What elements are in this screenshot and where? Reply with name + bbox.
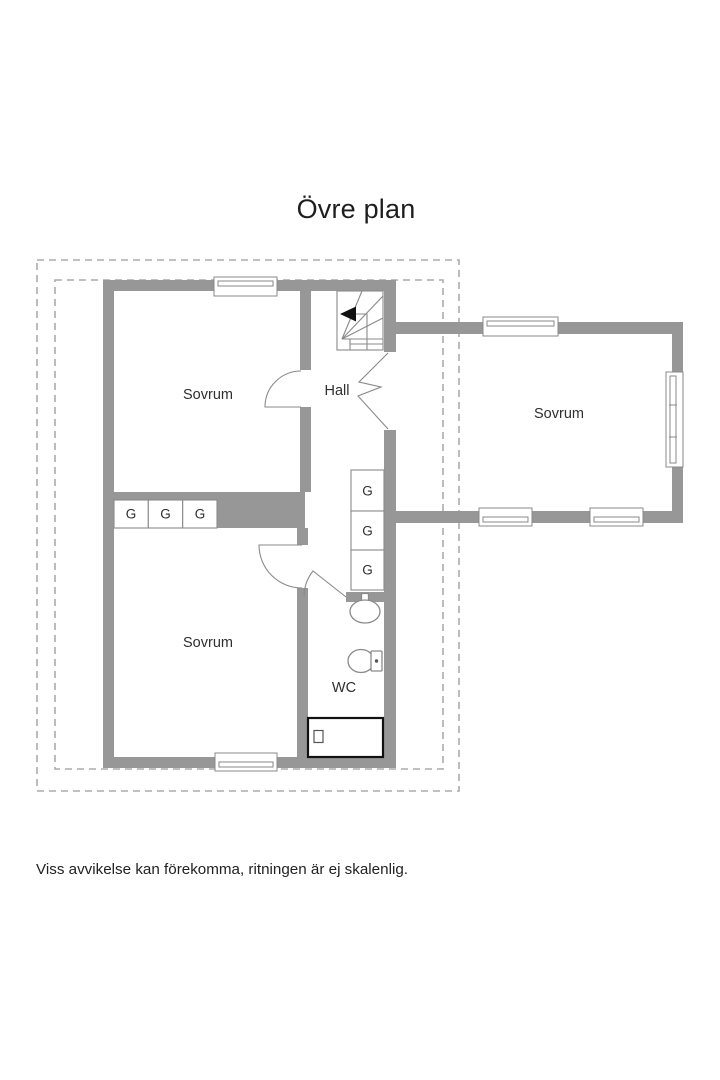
opening-zigzag — [358, 353, 388, 429]
window-top-left — [214, 277, 277, 296]
wardrobe-label: G — [125, 506, 137, 522]
shower — [308, 718, 383, 757]
staircase — [337, 291, 383, 350]
window-right-wall — [666, 372, 683, 467]
door-sovrum-bottom-left — [259, 545, 302, 588]
door-sovrum-top-left — [265, 371, 301, 407]
room-label-hall: Hall — [324, 383, 350, 399]
door-wc — [304, 571, 346, 597]
window-top-middle — [483, 317, 558, 336]
wardrobe-label: G — [160, 506, 171, 522]
wardrobe-label: G — [362, 483, 373, 499]
room-label-sovrum-bottom-left: Sovrum — [183, 635, 233, 651]
room-label-sovrum-right: Sovrum — [534, 406, 584, 422]
room-label-wc: WC — [331, 680, 357, 696]
window-bottom-right-1 — [479, 508, 532, 526]
wardrobe-label: G — [194, 506, 206, 522]
wardrobe-label: G — [362, 523, 373, 539]
toilet — [348, 650, 382, 673]
page-title: Övre plan — [296, 194, 416, 224]
window-bottom-right-2 — [590, 508, 643, 526]
window-bottom-left — [215, 753, 277, 771]
disclaimer-text: Viss avvikelse kan förekomma, ritningen är ej skalenlig. — [36, 861, 408, 878]
room-label-sovrum-top-left: Sovrum — [183, 387, 233, 403]
wardrobe-label: G — [362, 562, 373, 578]
